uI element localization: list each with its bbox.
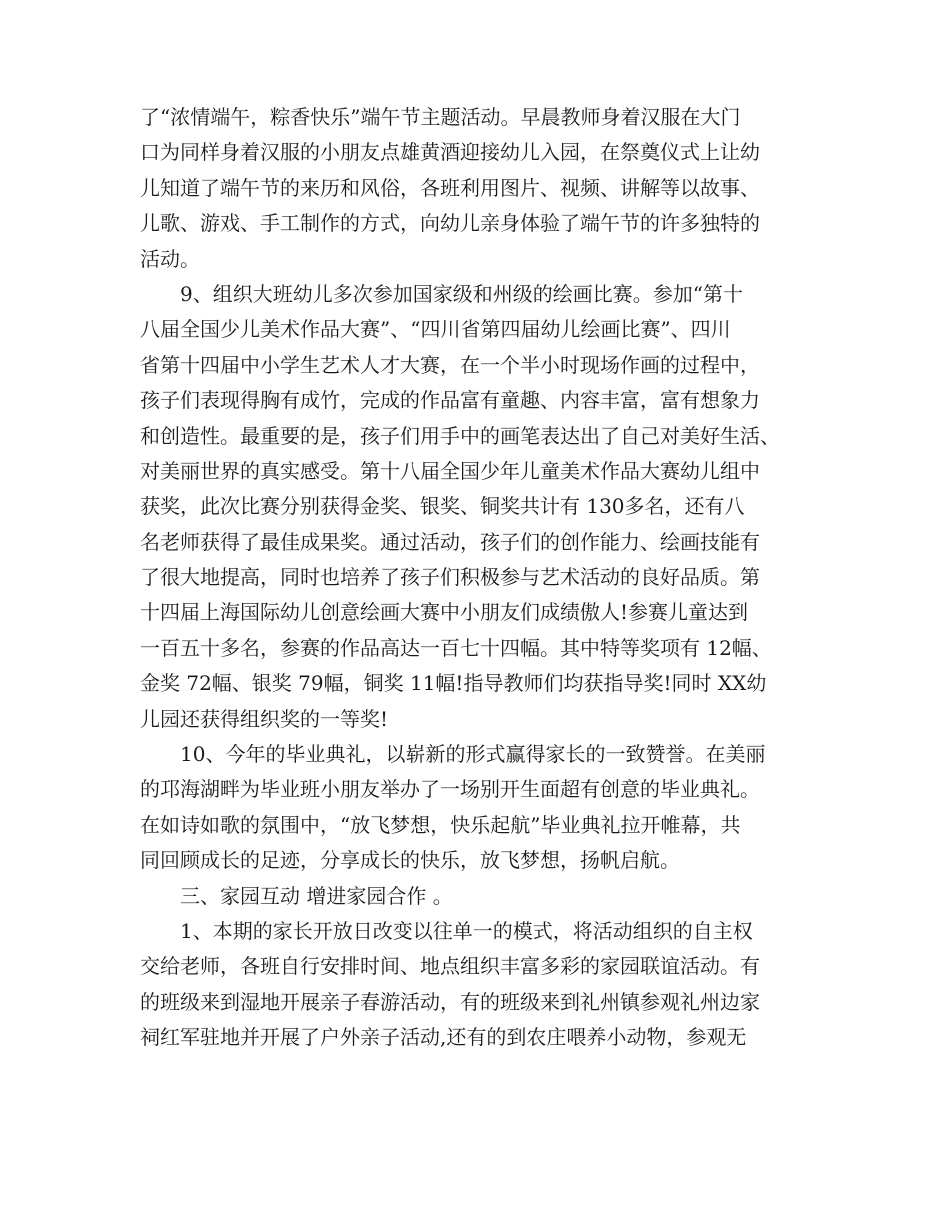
text-line: 和创造性。最重要的是，孩子们用手中的画笔表达出了自己对美好生活、 bbox=[140, 423, 780, 448]
text-line: 儿园还获得组织奖的一等奖! bbox=[140, 706, 389, 731]
text-line: 交给老师，各班自行安排时间、地点组织丰富多彩的家园联谊活动。有 bbox=[140, 954, 760, 979]
text-line: 儿歌、游戏、手工制作的方式，向幼儿亲身体验了端午节的许多独特的 bbox=[140, 211, 760, 236]
text-line: 口为同样身着汉服的小朋友点雄黄酒迎接幼儿入园，在祭奠仪式上让幼 bbox=[140, 140, 760, 165]
document-body bbox=[140, 100, 820, 1056]
text-line: 获奖，此次比赛分别获得金奖、银奖、铜奖共计有 130多名，还有八 bbox=[140, 494, 745, 519]
text-line: 的班级来到湿地开展亲子春游活动，有的班级来到礼州镇参观礼州边家 bbox=[140, 989, 760, 1014]
text-line: 祠红军驻地并开展了户外亲子活动,还有的到农庄喂养小动物，参观无 bbox=[140, 1025, 747, 1050]
section-heading: 三、家园互动 增进家园合作 。 bbox=[180, 883, 453, 908]
text-line: 的邛海湖畔为毕业班小朋友举办了一场别开生面超有创意的毕业典礼。 bbox=[140, 777, 760, 802]
paragraph-start-line: 1、本期的家长开放日改变以往单一的模式，将活动组织的自主权 bbox=[180, 918, 753, 943]
text-line: 金奖 72幅、银奖 79幅，铜奖 11幅!指导教师们均获指导奖!同时 XX幼 bbox=[140, 671, 767, 696]
text-line: 十四届上海国际幼儿创意绘画大赛中小朋友们成绩傲人!参赛儿童达到 bbox=[140, 600, 749, 625]
text-line: 名老师获得了最佳成果奖。通过活动，孩子们的创作能力、绘画技能有 bbox=[140, 529, 760, 554]
text-line: 了“浓情端午，粽香快乐”端午节主题活动。早晨教师身着汉服在大门 bbox=[140, 105, 741, 129]
text-line: 八届全国少儿美术作品大赛”、“四川省第四届幼儿绘画比赛”、四川 bbox=[140, 317, 731, 342]
paragraph-start-line: 9、组织大班幼儿多次参加国家级和州级的绘画比赛。参加“第十 bbox=[180, 281, 743, 306]
text-line: 孩子们表现得胸有成竹，完成的作品富有童趣、内容丰富，富有想象力 bbox=[140, 388, 760, 413]
text-line: 活动。 bbox=[140, 246, 200, 271]
text-line: 儿知道了端午节的来历和风俗，各班利用图片、视频、讲解等以故事、 bbox=[140, 175, 760, 200]
text-line: 一百五十多名，参赛的作品高达一百七十四幅。其中特等奖项有 12幅、 bbox=[140, 635, 772, 660]
paragraph-start-line: 10、今年的毕业典礼，以崭新的形式赢得家长的一致赞誉。在美丽 bbox=[180, 742, 766, 767]
text-line: 同回顾成长的足迹，分享成长的快乐，放飞梦想，扬帆启航。 bbox=[140, 848, 680, 873]
text-line: 在如诗如歌的氛围中，“放飞梦想，快乐起航”毕业典礼拉开帷幕，共 bbox=[140, 812, 741, 837]
text-line: 对美丽世界的真实感受。第十八届全国少年儿童美术作品大赛幼儿组中 bbox=[140, 458, 760, 483]
text-line: 了很大地提高，同时也培养了孩子们积极参与艺术活动的良好品质。第 bbox=[140, 565, 760, 590]
text-line: 省第十四届中小学生艺术人才大赛，在一个半小时现场作画的过程中， bbox=[140, 352, 760, 377]
